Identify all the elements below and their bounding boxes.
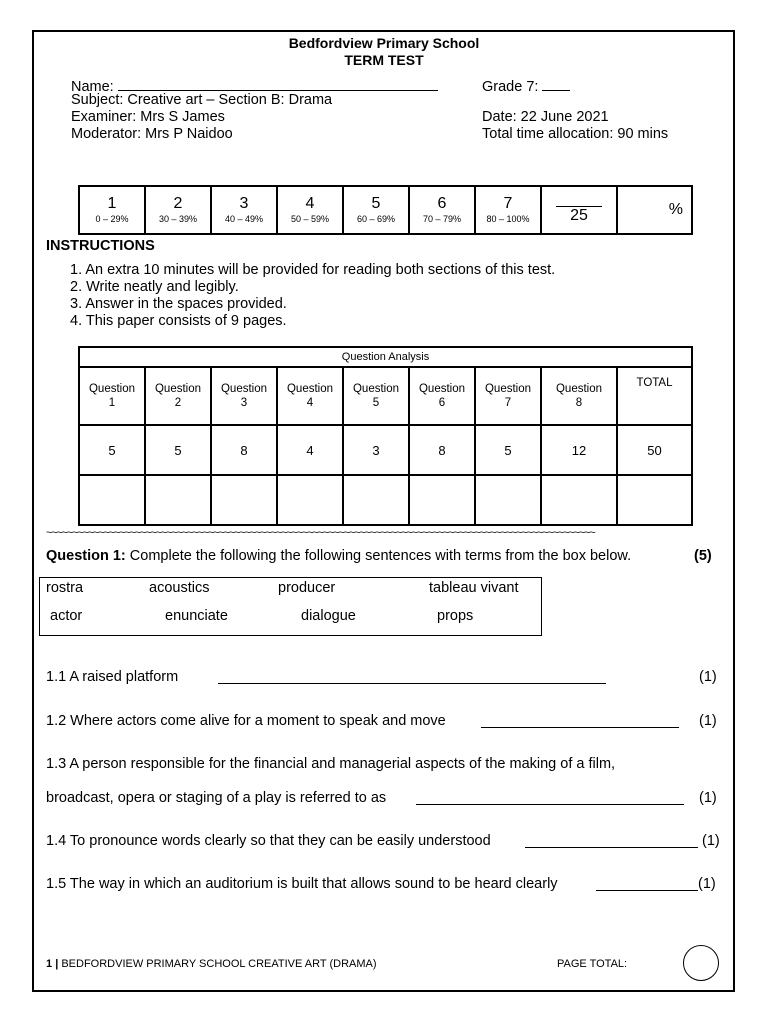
- question-1-3: 1.3 A person responsible for the financial and managerial aspects of the making of a film,: [46, 756, 616, 772]
- percent-sign: %: [668, 201, 683, 218]
- analysis-mark: 12: [541, 425, 617, 475]
- analysis-score-cell[interactable]: [475, 475, 541, 525]
- analysis-mark: 5: [79, 425, 145, 475]
- analysis-score-cell[interactable]: [211, 475, 277, 525]
- mark-1-2: (1): [699, 713, 717, 729]
- analysis-header: Question 4: [277, 367, 343, 425]
- word-item: rostra: [46, 580, 84, 596]
- question-analysis-table: [78, 346, 693, 526]
- analysis-mark-total: 50: [617, 425, 692, 475]
- level-cell: 2 30 – 39%: [145, 186, 211, 234]
- test-title: TERM TEST: [344, 52, 424, 68]
- analysis-header: Question 6: [409, 367, 475, 425]
- word-item: props: [437, 608, 474, 624]
- date: Date: 22 June 2021: [482, 109, 609, 125]
- separator-line: ~~~~~~~~~~~~~~~~~~~~~~~~~~~~~~~~~~~~~~~~~~~~~~~~~~~~~~~~~~~~~~~~~~~~~~~~~~~~~~~~~~~~~~~~~~~~~~~~~~~~~~~~~: [46, 527, 595, 539]
- school-name: Bedfordview Primary School: [288, 35, 480, 51]
- question-1-3-cont: broadcast, opera or staging of a play is referred to as: [46, 790, 387, 806]
- question1-label: Question 1:: [46, 548, 126, 564]
- footer-separator: |: [55, 958, 59, 970]
- answer-1-3[interactable]: [416, 790, 684, 805]
- question1-marks: (5): [694, 548, 712, 564]
- level-cell: 5 60 – 69%: [343, 186, 409, 234]
- word-item: actor: [50, 608, 83, 624]
- analysis-mark: 5: [145, 425, 211, 475]
- analysis-score-cell[interactable]: [343, 475, 409, 525]
- level-cell: 6 70 – 79%: [409, 186, 475, 234]
- page-number: 1: [46, 958, 53, 970]
- answer-1-1[interactable]: [218, 669, 606, 684]
- question-1-1: 1.1 A raised platform: [46, 669, 179, 685]
- page-total-circle[interactable]: [683, 945, 719, 981]
- footer: [46, 958, 377, 970]
- word-item: enunciate: [165, 608, 228, 624]
- analysis-header: Question 7: [475, 367, 541, 425]
- mark-1-3: (1): [699, 790, 717, 806]
- question-1-5: 1.5 The way in which an auditorium is built that allows sound to be heard clearly: [46, 876, 558, 892]
- moderator: Moderator: Mrs P Naidoo: [71, 126, 233, 142]
- score-cell[interactable]: [541, 186, 617, 234]
- subject: Subject: Creative art – Section B: Drama: [71, 92, 333, 108]
- analysis-mark: 5: [475, 425, 541, 475]
- instructions-heading: INSTRUCTIONS: [46, 238, 155, 254]
- analysis-mark: 8: [409, 425, 475, 475]
- word-item: acoustics: [149, 580, 210, 596]
- mark-1-5: (1): [698, 876, 716, 892]
- analysis-score-cell[interactable]: [145, 475, 211, 525]
- analysis-score-cell[interactable]: [277, 475, 343, 525]
- analysis-mark: 3: [343, 425, 409, 475]
- percent-cell[interactable]: [617, 186, 692, 234]
- analysis-mark: 8: [211, 425, 277, 475]
- grade-level-table: [78, 185, 693, 235]
- word-box: [39, 577, 542, 636]
- analysis-score-cell[interactable]: [541, 475, 617, 525]
- mark-1-4: (1): [702, 833, 720, 849]
- name-field[interactable]: [118, 76, 438, 91]
- level-cell: 3 40 – 49%: [211, 186, 277, 234]
- grade-row: [482, 76, 570, 95]
- analysis-score-cell[interactable]: [79, 475, 145, 525]
- instruction-item: 2. Write neatly and legibly.: [70, 279, 239, 295]
- grade-label: Grade 7:: [482, 79, 539, 95]
- question1-prompt: [46, 548, 631, 564]
- question-1-4: 1.4 To pronounce words clearly so that they can be easily understood: [46, 833, 491, 849]
- answer-1-4[interactable]: [525, 833, 698, 848]
- question1-text: Complete the following the following sentences with terms from the box below.: [129, 548, 632, 564]
- analysis-header: Question 3: [211, 367, 277, 425]
- analysis-mark: 4: [277, 425, 343, 475]
- answer-1-2[interactable]: [481, 713, 679, 728]
- word-item: tableau vivant: [429, 580, 519, 596]
- analysis-score-cell[interactable]: [409, 475, 475, 525]
- analysis-header: Question 1: [79, 367, 145, 425]
- analysis-header-total: TOTAL: [617, 367, 692, 425]
- analysis-header: Question 5: [343, 367, 409, 425]
- level-cell: 1 0 – 29%: [79, 186, 145, 234]
- instruction-item: 1. An extra 10 minutes will be provided for reading both sections of this test.: [70, 262, 556, 278]
- instruction-item: 3. Answer in the spaces provided.: [70, 296, 287, 312]
- level-cell: 7 80 – 100%: [475, 186, 541, 234]
- word-item: producer: [278, 580, 336, 596]
- analysis-header: Question 2: [145, 367, 211, 425]
- level-cell: 4 50 – 59%: [277, 186, 343, 234]
- analysis-title: Question Analysis: [79, 347, 692, 367]
- page-total-label: PAGE TOTAL:: [557, 958, 628, 970]
- question-1-2: 1.2 Where actors come alive for a moment to speak and move: [46, 713, 446, 729]
- time-allocation: Total time allocation: 90 mins: [482, 126, 669, 142]
- analysis-header: Question 8: [541, 367, 617, 425]
- analysis-score-cell-total[interactable]: [617, 475, 692, 525]
- instruction-item: 4. This paper consists of 9 pages.: [70, 313, 287, 329]
- answer-1-5[interactable]: [596, 876, 698, 891]
- examiner: Examiner: Mrs S James: [71, 109, 225, 125]
- score-out-of: 25: [570, 206, 588, 224]
- mark-1-1: (1): [699, 669, 717, 685]
- grade-field[interactable]: [542, 76, 570, 91]
- word-item: dialogue: [301, 608, 356, 624]
- name-label: Name:: [71, 79, 114, 95]
- footer-title: BEDFORDVIEW PRIMARY SCHOOL CREATIVE ART (DRAMA): [61, 958, 377, 970]
